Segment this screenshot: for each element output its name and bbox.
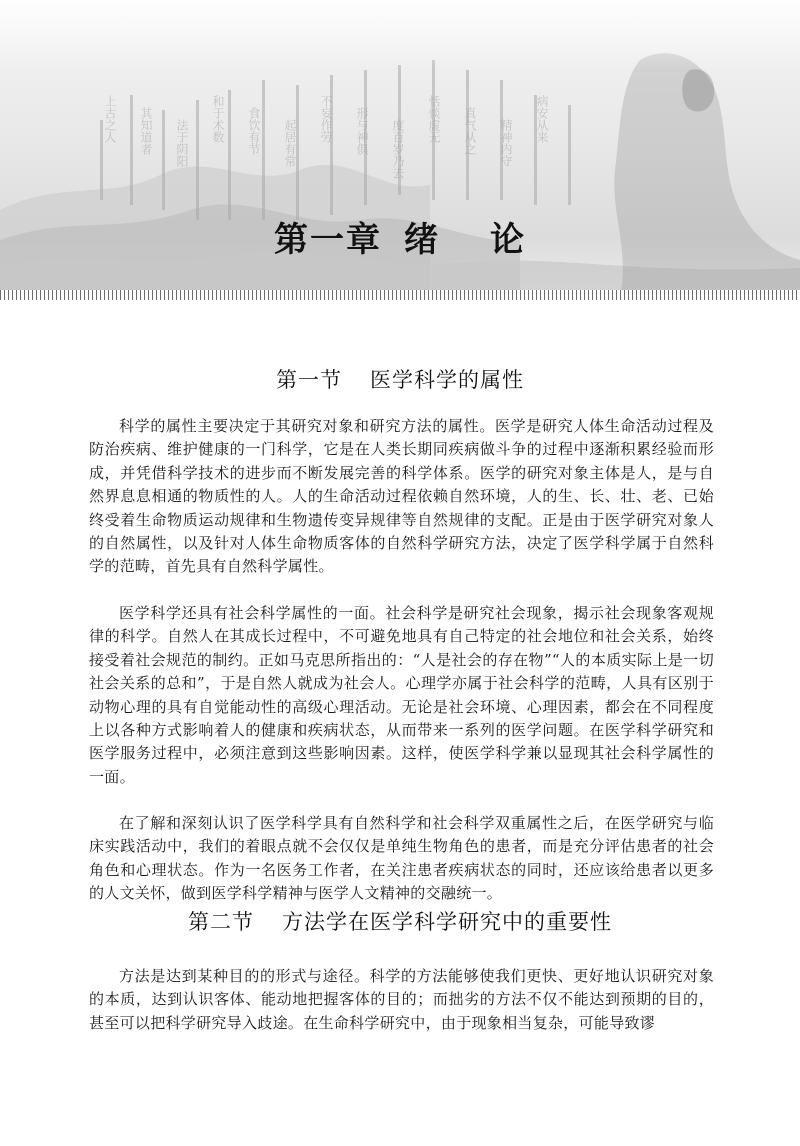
section-title-1 bbox=[0, 364, 800, 394]
chapter-title-part1: 绪 bbox=[404, 220, 440, 260]
chapter-number: 第一章 bbox=[274, 220, 382, 260]
chapter-title-part2: 论 bbox=[490, 220, 526, 260]
paragraph-3: 在了解和深刻认识了医学科学具有自然科学和社会科学双重属性之后，在医学研究与临床实践活动中，我们的着眼点就不会仅仅是单纯生物角色的患者，而是充分评估患者的社会角色和心理状态。作为一名医务工作者，在关注患者疾病状态的同时，还应该给患者以更多的人文关怀，做到医学科学精神与医学人文精神的交融统一。 bbox=[89, 814, 714, 903]
banner-calligraphy-column: 法于阴阳 bbox=[175, 119, 189, 167]
banner-calligraphy-column: 恬惔虚无 bbox=[427, 95, 441, 143]
banner-calligraphy-column: 精神内守 bbox=[499, 119, 513, 167]
section-number: 第一节 bbox=[276, 368, 342, 392]
chapter-title bbox=[0, 212, 800, 261]
paragraph-2: 医学科学还具有社会科学属性的一面。社会科学是研究社会现象，揭示社会现象客观规律的科学。自然人在其成长过程中，不可避免地具有自己特定的社会地位和社会关系，始终接受着社会规范的制约。正如马克思所指出的：“人是社会的存在物”“人的本质实际上是一切社会关系的总和”，于是自然人就成为社会人。心理学亦属于社会科学的范畴，人具有区别于动物心理的具有自觉能动性的高级心理活动。无论是社会环境、心理因素，都会在不同程度上以各种方式影响着人的健康和疾病状态，从而带来一系列的医学问题。在医学科学研究和医学服务过程中，必须注意到这些影响因素。这样，使医学科学兼以显现其社会科学属性的一面。 bbox=[89, 604, 714, 786]
banner-calligraphy-column: 其知道者 bbox=[139, 107, 153, 155]
paragraph-1: 科学的属性主要决定于其研究对象和研究方法的属性。医学是研究人体生命活动过程及防治疾病、维护健康的一门科学，它是在人类长期同疾病做斗争的过程中逐渐积累经验而形成，并凭借科学技术的进步而不断发展完善的科学体系。医学的研究对象主体是人，是与自然界息息相通的物质性的人。人的生命活动过程依赖自然环境，人的生、长、壮、老、已始终受着生命物质运动规律和生物遗传变异规律等自然规律的支配。正是由于医学研究对象人的自然属性，以及针对人体生命物质客体的自然科学研究方法，决定了医学科学属于自然科学的范畴，首先具有自然科学属性。 bbox=[89, 417, 714, 576]
banner-calligraphy-column: 起居有常 bbox=[283, 119, 297, 167]
hatched-divider bbox=[0, 290, 800, 300]
banner-calligraphy-column: 真气从之 bbox=[463, 107, 477, 155]
banner-calligraphy-column: 形与神俱 bbox=[355, 107, 369, 155]
section-number: 第二节 bbox=[188, 910, 254, 934]
section-heading: 医学科学的属性 bbox=[370, 368, 524, 392]
banner-calligraphy-column: 病安从来 bbox=[535, 95, 549, 143]
banner-calligraphy-column: 食饮有节 bbox=[247, 107, 261, 155]
banner-calligraphy-column: 上古之人 bbox=[103, 95, 117, 143]
section-heading: 方法学在医学科学研究中的重要性 bbox=[282, 910, 612, 934]
section-title-2 bbox=[0, 906, 800, 936]
banner-calligraphy-column: 度百岁乃去 bbox=[391, 119, 405, 179]
banner-calligraphy-column: 不妄作劳 bbox=[319, 95, 333, 143]
banner-calligraphy-column: 和于术数 bbox=[211, 95, 225, 143]
paragraph-4: 方法是达到某种目的的形式与途径。科学的方法能够使我们更快、更好地认识研究对象的本质，达到认识客体、能动地把握客体的目的；而拙劣的方法不仅不能达到预期的目的，甚至可以把科学研究导入歧途。在生命科学研究中，由于现象相当复杂，可能导致谬 bbox=[89, 967, 714, 1032]
